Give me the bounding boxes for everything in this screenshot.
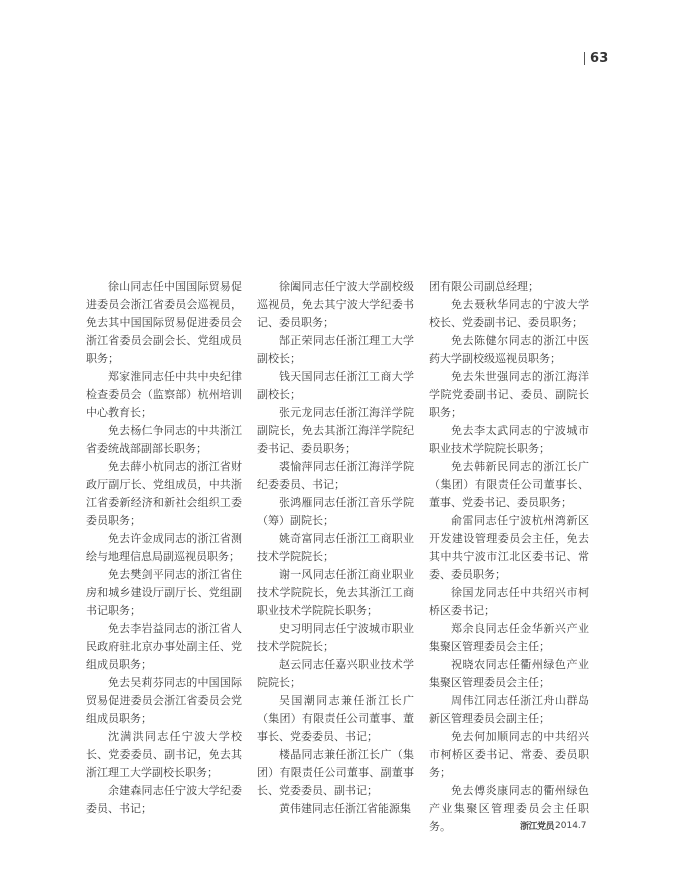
paragraph: 免去朱世强同志的浙江海洋学院党委副书记、委员、副院长职务； [429,370,589,419]
paragraph: 沈满洪同志任宁波大学校长、党委委员、副书记，免去其浙江理工大学副校长职务； [86,730,242,779]
page-number-divider [584,52,585,65]
paragraph: 俞雷同志任宁波杭州湾新区开发建设管理委员会主任，免去其中共宁波市江北区委书记、常委、委员职务； [429,514,589,581]
paragraph: 吴国潮同志兼任浙江长广（集团）有限责任公司董事、董事长、党委委员、书记； [257,694,414,743]
paragraph: 免去李太武同志的宁波城市职业技术学院院长职务； [429,424,589,455]
paragraph: 免去傅炎康同志的衢州绿色产业集聚区管理委员会主任职务。 [429,784,589,833]
paragraph: 赵云同志任嘉兴职业技术学院院长； [257,658,414,689]
article-column-3 [429,278,589,836]
paragraph: 免去杨仁争同志的中共浙江省委统战部副部长职务； [86,424,242,455]
paragraph: 徐国龙同志任中共绍兴市柯桥区委书记； [429,586,589,617]
paragraph: 张元龙同志任浙江海洋学院副院长，免去其浙江海洋学院纪委书记、委员职务； [257,406,414,455]
paragraph: 免去樊剑平同志的浙江省住房和城乡建设厅副厅长、党组副书记职务； [86,568,242,617]
paragraph: 张鸿雁同志任浙江音乐学院（筹）副院长； [257,496,414,527]
page-number-wrap [584,51,609,66]
paragraph: 免去许金成同志的浙江省测绘与地理信息局副巡视员职务； [86,532,242,563]
paragraph: 免去吴莉芬同志的中国国际贸易促进委员会浙江省委员会党组成员职务； [86,676,242,725]
paragraph: 免去李岩益同志的浙江省人民政府驻北京办事处副主任、党组成员职务； [86,622,242,671]
paragraph: 郑家淮同志任中共中央纪律检查委员会（监察部）杭州培训中心教育长； [86,370,242,419]
paragraph: 谢一风同志任浙江商业职业技术学院院长，免去其浙江工商职业技术学院院长职务； [257,568,414,617]
paragraph: 姚奇富同志任浙江工商职业技术学院院长； [257,532,414,563]
paragraph: 余建森同志任宁波大学纪委委员、书记； [86,784,242,815]
article-column-1 [86,278,242,818]
article-column-2 [257,278,414,818]
paragraph: 免去何加顺同志的中共绍兴市柯桥区委书记、常委、委员职务； [429,730,589,779]
paragraph: 徐阖同志任宁波大学副校级巡视员，免去其宁波大学纪委书记、委员职务； [257,280,414,329]
magazine-name: 浙江党员 [520,822,555,832]
paragraph: 免去陈健尔同志的浙江中医药大学副校级巡视员职务； [429,334,589,365]
paragraph-continued: 团有限公司副总经理； [429,280,539,293]
paragraph: 黄伟建同志任浙江省能源集 [279,802,411,815]
paragraph: 史习明同志任宁波城市职业技术学院院长； [257,622,414,653]
paragraph: 免去薛小杭同志的浙江省财政厅副厅长、党组成员，中共浙江省委新经济和新社会组织工委委员职务； [86,460,242,527]
paragraph: 免去聂秋华同志的宁波大学校长、党委副书记、委员职务； [429,298,589,329]
paragraph: 免去韩新民同志的浙江长广（集团）有限责任公司董事长、董事、党委书记、委员职务； [429,460,589,509]
paragraph: 钱天国同志任浙江工商大学副校长； [257,370,414,401]
paragraph: 周伟江同志任浙江舟山群岛新区管理委员会副主任； [429,694,589,725]
issue-date: 2014.7 [555,820,587,831]
paragraph: 楼晶同志兼任浙江长广（集团）有限责任公司董事、副董事长、党委委员、副书记； [257,748,414,797]
paragraph: 徐山同志任中国国际贸易促进委员会浙江省委员会巡视员，免去其中国国际贸易促进委员会浙江省委员会副会长、党组成员职务； [86,280,242,365]
paragraph: 郑余良同志任金华新兴产业集聚区管理委员会主任； [429,622,589,653]
footer [520,819,587,832]
paragraph: 祝晓农同志任衢州绿色产业集聚区管理委员会主任； [429,658,589,689]
paragraph: 裘愉萍同志任浙江海洋学院纪委委员、书记； [257,460,414,491]
page-number: 63 [590,51,609,66]
paragraph: 郜正荣同志任浙江理工大学副校长； [257,334,414,365]
